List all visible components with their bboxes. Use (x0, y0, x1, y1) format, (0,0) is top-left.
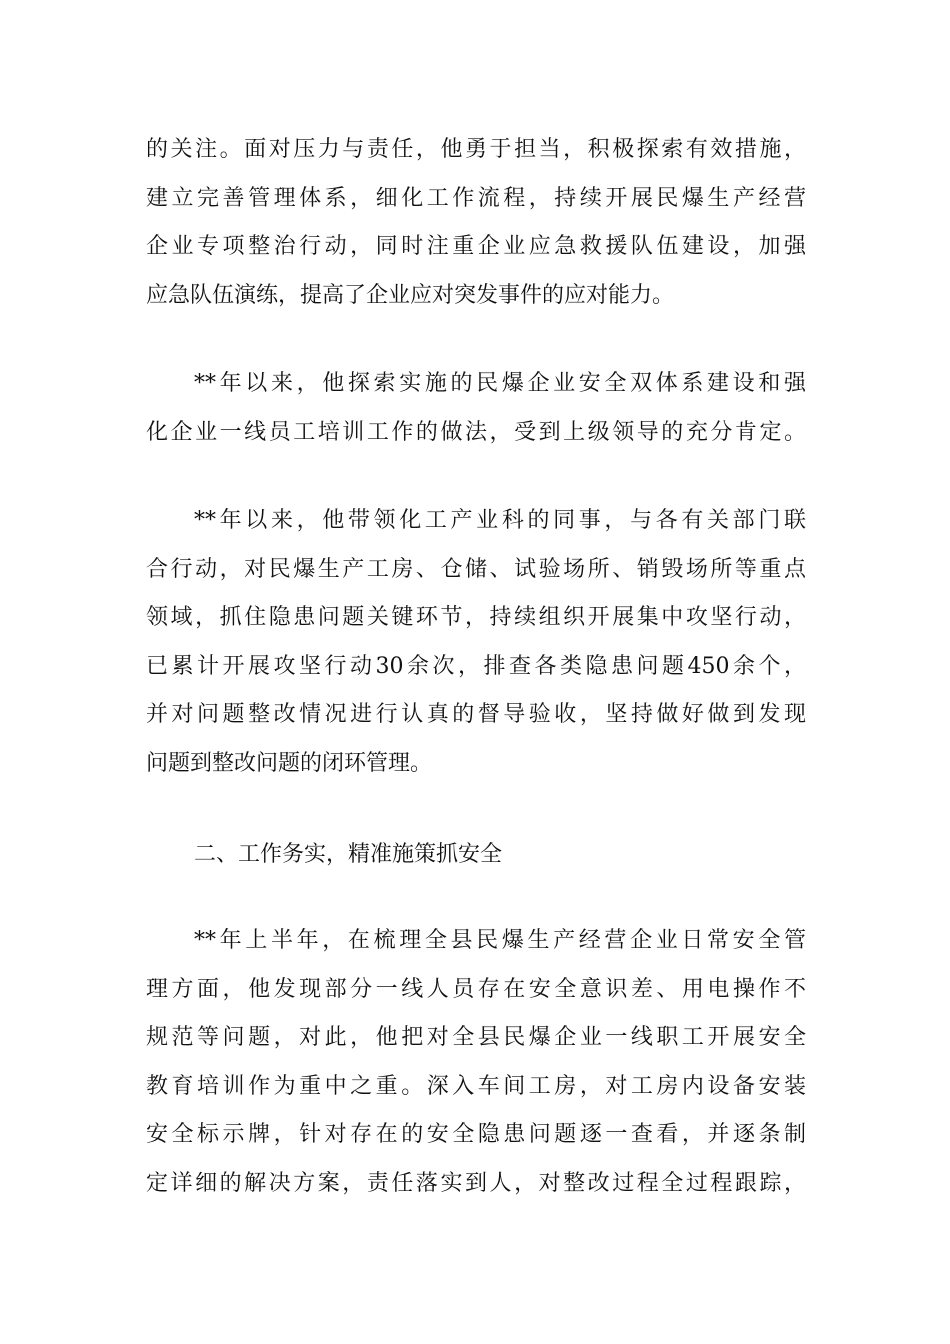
paragraph-4 (146, 917, 806, 1208)
text-line: 企业专项整治行动，同时注重企业应急救援队伍建设，加强 (146, 234, 806, 259)
section-heading (146, 831, 806, 880)
section-heading-text: 二、工作务实，精准施策抓安全 (194, 842, 503, 867)
text-line: 理方面，他发现部分一线人员存在安全意识差、用电操作不 (146, 976, 806, 1002)
text-line: 合行动，对民爆生产工房、仓储、试验场所、销毁场所等重点 (146, 556, 806, 582)
text-line: 建立完善管理体系，细化工作流程，持续开展民爆生产经营 (146, 185, 806, 211)
text-line: 定详细的解决方案，责任落实到人，对整改过程全过程跟踪， (146, 1170, 806, 1196)
text-line: 问题到整改问题的闭环管理。 (146, 750, 433, 776)
text-line: 应急队伍演练，提高了企业应对突发事件的应对能力。 (146, 282, 675, 308)
text-line: 已累计开展攻坚行动30余次，排查各类隐患问题450余个， (146, 653, 806, 679)
text-line: 的关注。面对压力与责任，他勇于担当，积极探索有效措施， (146, 137, 806, 162)
text-line: **年上半年，在梳理全县民爆生产经营企业日常安全管 (194, 928, 806, 953)
text-line: 教育培训作为重中之重。深入车间工房，对工房内设备安装 (146, 1073, 806, 1099)
paragraph-1 (146, 126, 806, 320)
paragraph-3 (146, 497, 806, 788)
text-line: 化企业一线员工培训工作的做法，受到上级领导的充分肯定。 (146, 419, 806, 445)
text-line: 安全标示牌，针对存在的安全隐患问题逐一查看，并逐条制 (146, 1122, 806, 1147)
text-line: **年以来，他探索实施的民爆企业安全双体系建设和强 (194, 371, 806, 396)
text-line: 领域，抓住隐患问题关键环节，持续组织开展集中攻坚行动， (146, 605, 806, 630)
paragraph-2 (146, 360, 806, 457)
text-line: 规范等问题，对此，他把对全县民爆企业一线职工开展安全 (146, 1025, 806, 1050)
text-line: 并对问题整改情况进行认真的督导验收，坚持做好做到发现 (146, 702, 806, 727)
text-line: **年以来，他带领化工产业科的同事，与各有关部门联 (194, 508, 806, 533)
